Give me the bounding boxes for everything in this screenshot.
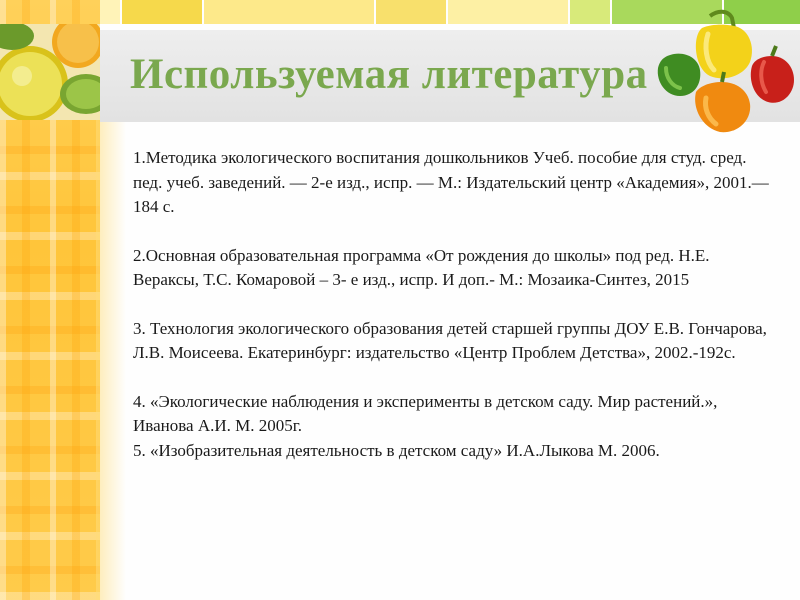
bibliography-item: 4. «Экологические наблюдения и эксперименты в детском саду. Мир растений.», Иванова А.И. М. 2005г. xyxy=(133,391,718,435)
page-title: Используемая литература xyxy=(130,51,648,98)
top-stripe-block xyxy=(122,0,202,24)
top-stripe-block xyxy=(100,0,120,24)
citrus-fruits-image xyxy=(0,24,100,120)
bibliography-item: 3. Технология экологического образования детей старшей группы ДОУ Е.В. Гончарова, Л.В. Моисеева. Екатеринбург: издательство «Центр Проблем Детства», 2002.-192с. xyxy=(133,318,767,362)
bibliography-item: 1.Методика экологического воспитания дошкольников Учеб. пособие для студ. сред. пед. учеб. заведений. — 2-е изд., испр. — М.: Издательский центр «Академия», 2001.— 184 с. xyxy=(133,148,769,216)
top-stripe-block xyxy=(376,0,446,24)
left-band-fade xyxy=(96,120,126,600)
bibliography-item: 5. «Изобразительная деятельность в детском саду» И.А.Лыкова М. 2006. xyxy=(133,440,660,460)
bibliography-item: 2.Основная образовательная программа «От рождения до школы» под ред. Н.Е. Вераксы, Т.С. Комаровой – 3- е изд., испр. И доп.- М.: Мозаика-Синтез, 2015 xyxy=(133,245,710,289)
top-stripe-block xyxy=(204,0,374,24)
bell-peppers-image xyxy=(652,6,800,136)
top-stripe-block xyxy=(570,0,610,24)
top-stripe-block xyxy=(448,0,568,24)
bibliography-list xyxy=(133,146,773,463)
